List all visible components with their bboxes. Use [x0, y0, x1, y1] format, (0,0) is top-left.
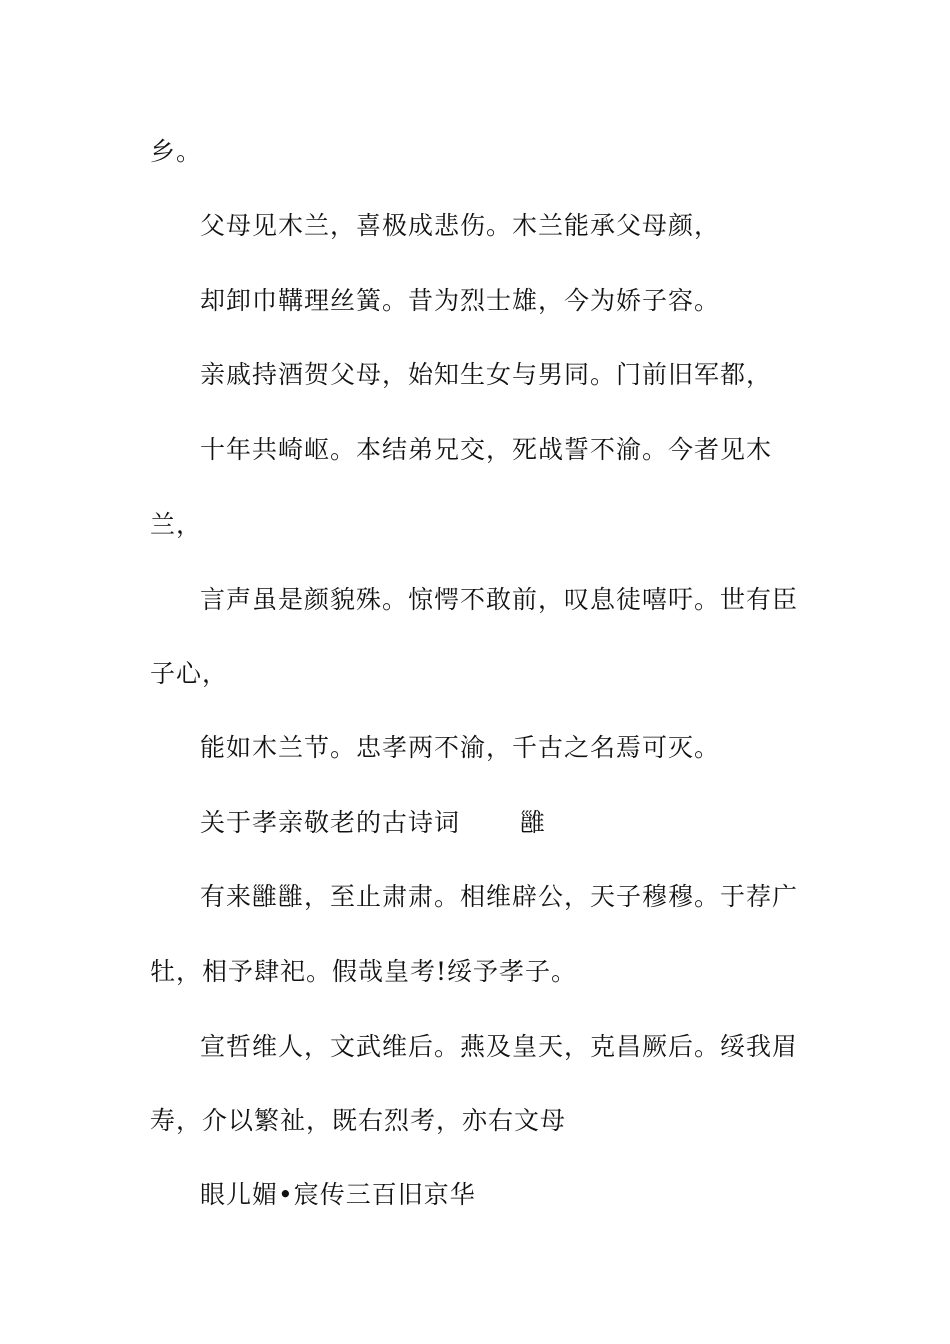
section-heading-tail: 雝: [520, 808, 547, 837]
text-line-8: 子心，: [150, 659, 229, 688]
text-line-1: 乡。: [150, 137, 203, 166]
text-line-3: 却卸巾鞲理丝簧。昔为烈士雄，今为娇子容。: [200, 286, 721, 315]
text-line-5: 十年共崎岖。本结弟兄交，死战誓不渝。今者见木: [200, 435, 773, 464]
text-line-14: 寿，介以繁祉，既右烈考，亦右文母: [150, 1106, 567, 1135]
section-heading-text: 关于孝亲敬老的古诗词: [200, 808, 461, 837]
text-line-9: 能如木兰节。忠孝两不渝，千古之名焉可灭。: [200, 733, 721, 762]
text-line-15: 眼儿媚•宸传三百旧京华: [200, 1180, 476, 1209]
text-line-7: 言声虽是颜貌殊。惊愕不敢前，叹息徒嘻吁。世有臣: [200, 585, 799, 614]
section-heading: [200, 808, 860, 838]
text-line-12: 牡，相予肆祀。假哉皇考!绥予孝子。: [150, 957, 578, 986]
text-line-13: 宣哲维人，文武维后。燕及皇天，克昌厥后。绥我眉: [200, 1032, 799, 1061]
text-line-11: 有来雝雝，至止肃肃。相维辟公，天子穆穆。于荐广: [200, 882, 799, 911]
text-line-4: 亲戚持酒贺父母，始知生女与男同。门前旧军都，: [200, 360, 773, 389]
text-line-6: 兰，: [150, 510, 203, 539]
text-line-2: 父母见木兰，喜极成悲伤。木兰能承父母颜，: [200, 211, 721, 240]
